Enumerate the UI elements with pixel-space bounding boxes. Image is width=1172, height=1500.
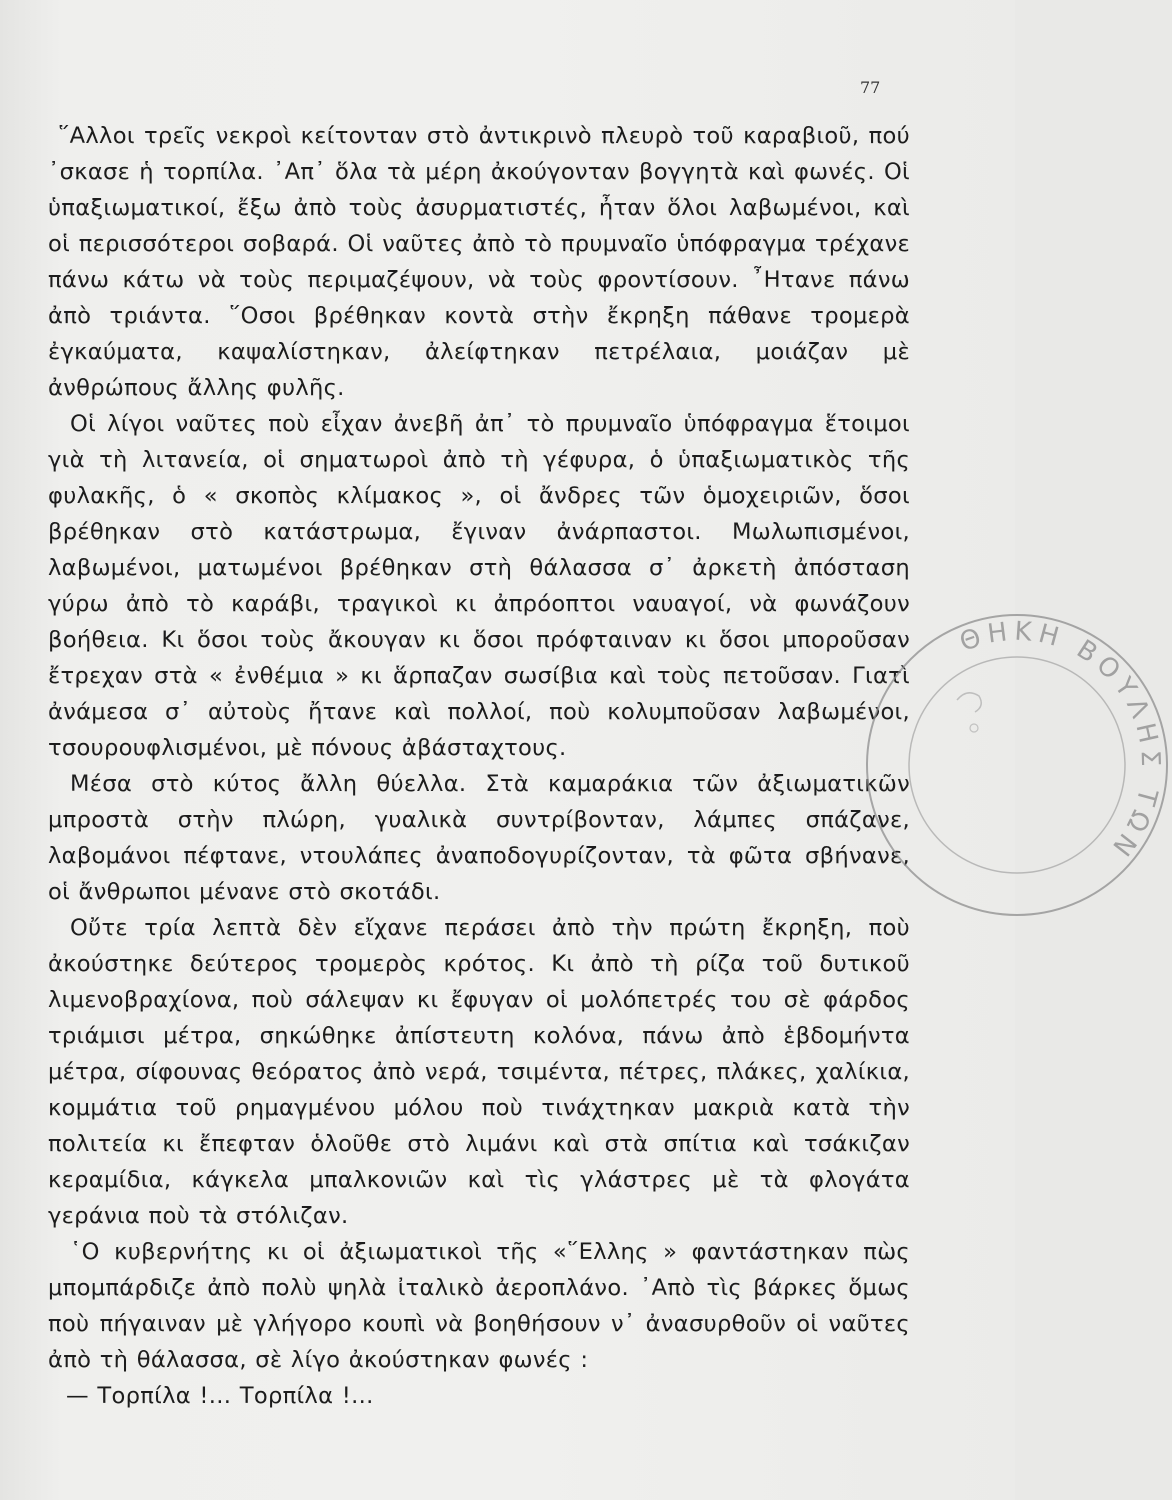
paragraph-5: ῾Ο κυβερνήτης κι οἱ ἀξιωματικοὶ τῆς «῞Ελλης » φαντάστηκαν πὼς μπομπάρδιζε ἀπὸ πολὺ ψηλὰ ἰταλικὸ ἀεροπλάνο. ᾽Απὸ τὶς βάρκες ὅμως ποὺ πήγαιναν μὲ γλήγορο κουπὶ νὰ βοηθήσουν ν᾽ ἀνασυρθοῦν οἱ ναῦτες ἀπὸ τὴ θάλασσα, σὲ λίγο ἀκούστηκαν φωνές : xyxy=(48,1239,910,1373)
page-number: 77 xyxy=(860,78,881,97)
library-stamp xyxy=(862,610,1172,920)
body-text xyxy=(48,118,910,1414)
stamp-text: ΘΗΚΗ ΒΟΥΛΗΣ ΤΩΝ xyxy=(956,616,1166,866)
paragraph-3: Μέσα στὸ κύτος ἄλλη θύελλα. Στὰ καμαράκια τῶν ἀξιωματικῶν μπροστὰ στὴν πλώρη, γυαλικὰ συντρίβονταν, λάμπες σπάζανε, λαβομάνοι πέφτανε, ντουλάπες ἀναποδογυρίζονταν, τὰ φῶτα σβήνανε, οἱ ἄνθρωποι μένανε στὸ σκοτάδι. xyxy=(48,771,910,905)
paragraph-2: Οἱ λίγοι ναῦτες ποὺ εἶχαν ἀνεβῆ ἀπ᾽ τὸ πρυμναῖο ὑπόφραγμα ἕτοιμοι γιὰ τὴ λιτανεία, οἱ σηματωροὶ ἀπὸ τὴ γέφυρα, ὁ ὑπαξιωματικὸς τῆς φυλακῆς, ὁ « σκοπὸς κλίμακος », οἱ ἄνδρες τῶν ὁμοχειριῶν, ὅσοι βρέθηκαν στὸ κατάστρωμα, ἔγιναν ἀνάρπαστοι. Μωλωπισμένοι, λαβωμένοι, ματωμένοι βρέθηκαν στὴ θάλασσα σ᾽ ἀρκετὴ ἀπόσταση γύρω ἀπὸ τὸ καράβι, τραγικοὶ κι ἀπρόοπτοι ναυαγοί, νὰ φωνάζουν βοήθεια. Κι ὅσοι τοὺς ἄκουγαν κι ὅσοι πρόφταιναν κι ὅσοι μποροῦσαν ἔτρεχαν στὰ « ἐνθέμια » κι ἅρπαζαν σωσίβια καὶ τοὺς πετοῦσαν. Γιατὶ ἀνάμεσα σ᾽ αὐτοὺς ἤτανε καὶ πολλοί, ποὺ κολυμποῦσαν λαβωμένοι, τσουρουφλισμένοι, μὲ πόνους ἀβάσταχτους. xyxy=(48,411,910,761)
svg-text:ΘΗΚΗ ΒΟΥΛΗΣ ΤΩΝ xyxy=(956,617,1165,866)
paragraph-4: Οὔτε τρία λεπτὰ δὲν εἴχανε περάσει ἀπὸ τὴν πρώτη ἔκρηξη, ποὺ ἀκούστηκε δεύτερος τρομερὸς κρότος. Κι ἀπὸ τὴ ρίζα τοῦ δυτικοῦ λιμενοβραχίονα, ποὺ σάλεψαν κι ἔφυγαν οἱ μολόπετρές του σὲ φάρδος τριάμισι μέτρα, σηκώθηκε ἀπίστευτη κολόνα, πάνω ἀπὸ ἑβδομήντα μέτρα, σίφουνας θεόρατος ἀπὸ νερά, τσιμέντα, πέτρες, πλάκες, χαλίκια, κομμάτια τοῦ ρημαγμένου μόλου ποὺ τινάχτηκαν μακριὰ κατὰ τὴν πολιτεία κι ἔπεφταν ὁλοῦθε στὸ λιμάνι καὶ στὰ σπίτια καὶ τσάκιζαν κεραμίδια, κάγκελα μπαλκονιῶν καὶ τὶς γλάστρες μὲ τὰ φλογάτα γεράνια ποὺ τὰ στόλιζαν. xyxy=(48,915,910,1229)
paragraph-1: ῞Αλλοι τρεῖς νεκροὶ κείτονταν στὸ ἀντικρινὸ πλευρὸ τοῦ καραβιοῦ, πού ᾽σκασε ἡ τορπίλα. ᾽Απ᾽ ὅλα τὰ μέρη ἀκούγονταν βογγητὰ καὶ φωνές. Οἱ ὑπαξιωματικοί, ἔξω ἀπὸ τοὺς ἀσυρματιστές, ἦταν ὅλοι λαβωμένοι, καὶ οἱ περισσότεροι σοβαρά. Οἱ ναῦτες ἀπὸ τὸ πρυμναῖο ὑπόφραγμα τρέχανε πάνω κάτω νὰ τοὺς περιμαζέψουν, νὰ τοὺς φροντίσουν. ῏Ητανε πάνω ἀπὸ τριάντα. ῞Οσοι βρέθηκαν κοντὰ στὴν ἔκρηξη πάθανε τρομερὰ ἐγκαύματα, καψαλίστηκαν, ἀλείφτηκαν πετρέλαια, μοιάζαν μὲ ἀνθρώπους ἄλλης φυλῆς. xyxy=(48,123,910,401)
paragraph-6-dialogue: — Τορπίλα !... Τορπίλα !... xyxy=(66,1383,374,1409)
